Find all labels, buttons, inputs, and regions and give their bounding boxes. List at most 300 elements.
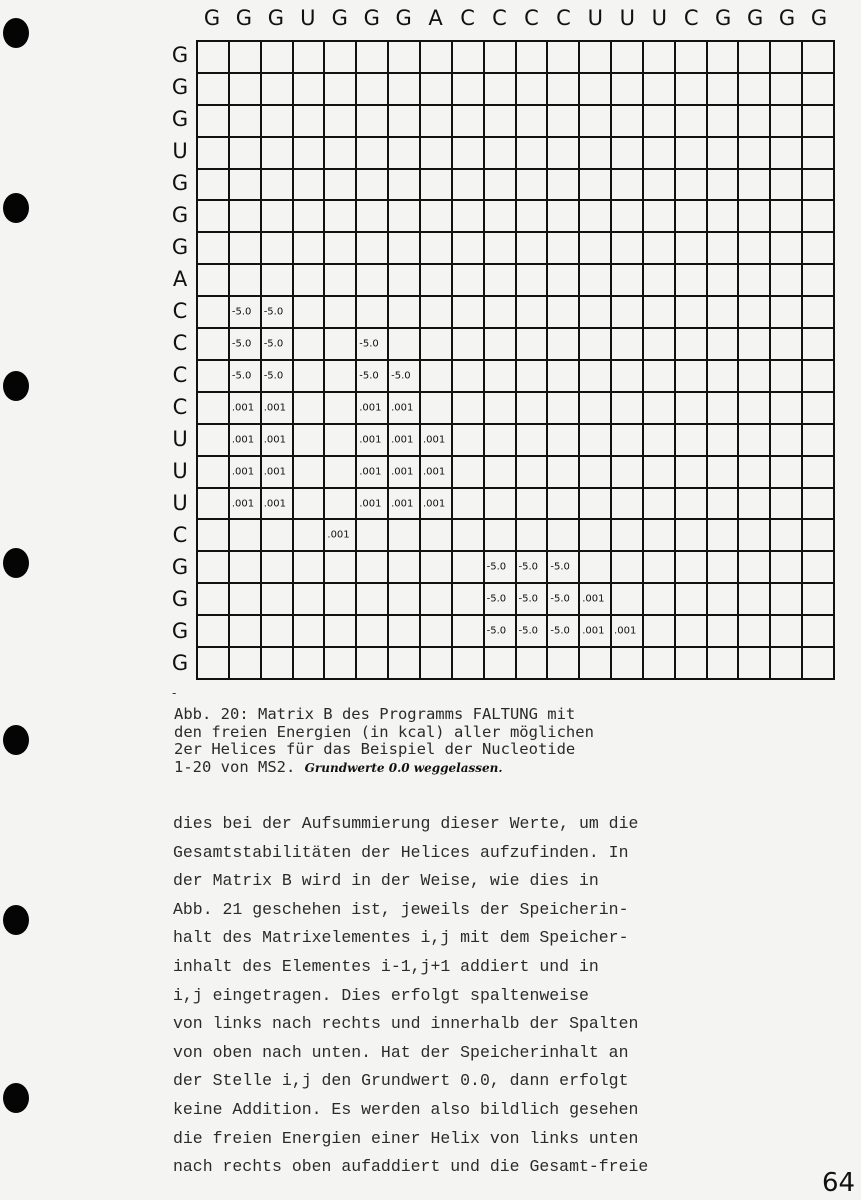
- row-label: G: [171, 619, 189, 643]
- matrix-cell: [421, 170, 453, 202]
- column-label: G: [395, 6, 412, 30]
- matrix-cell: [771, 520, 803, 552]
- matrix-cell: [357, 584, 389, 616]
- matrix-cell: [708, 201, 740, 233]
- matrix-cell: [644, 425, 676, 457]
- matrix-cell: [676, 329, 708, 361]
- matrix-cell: [389, 648, 421, 680]
- matrix-cell: [389, 520, 421, 552]
- matrix-cell: [389, 138, 421, 170]
- cell-value: .001: [359, 402, 382, 414]
- matrix-cell: [644, 489, 676, 521]
- matrix-cell: [580, 457, 612, 489]
- matrix-cell: [453, 489, 485, 521]
- matrix-cell: [612, 520, 644, 552]
- matrix-cell: [294, 552, 326, 584]
- row-label: G: [171, 43, 189, 67]
- matrix-cell: [389, 489, 421, 521]
- matrix-cell: [771, 329, 803, 361]
- body-line: keine Addition. Es werden also bildlich gesehen: [173, 1099, 639, 1119]
- page-number: 64: [822, 1168, 856, 1198]
- matrix-cell: [230, 648, 262, 680]
- row-label: C: [172, 363, 188, 387]
- cell-value: -5.0: [486, 593, 507, 605]
- matrix-cell: [612, 361, 644, 393]
- matrix-cell: [580, 361, 612, 393]
- matrix-cell: [771, 42, 803, 74]
- matrix-cell: [708, 233, 740, 265]
- matrix-cell: [771, 489, 803, 521]
- matrix-cell: [548, 361, 580, 393]
- matrix-cell: [548, 201, 580, 233]
- matrix-cell: [453, 457, 485, 489]
- matrix-cell: [676, 552, 708, 584]
- matrix-cell: [357, 457, 389, 489]
- matrix-cell: [198, 584, 230, 616]
- matrix-cell: [580, 520, 612, 552]
- matrix-cell: [421, 138, 453, 170]
- matrix-cell: [517, 265, 549, 297]
- cell-value: .001: [391, 466, 414, 478]
- matrix-cell: [771, 425, 803, 457]
- matrix-cell: [198, 170, 230, 202]
- matrix-cell: [421, 42, 453, 74]
- matrix-cell: [580, 42, 612, 74]
- matrix-cell: [389, 297, 421, 329]
- matrix-cell: [325, 74, 357, 106]
- matrix-cell: [262, 329, 294, 361]
- matrix-cell: [485, 201, 517, 233]
- matrix-cell: [612, 425, 644, 457]
- matrix-cell: [708, 329, 740, 361]
- cell-value: .001: [391, 498, 414, 510]
- matrix-cell: [676, 201, 708, 233]
- cell-value: .001: [582, 625, 605, 637]
- matrix-cell: [389, 265, 421, 297]
- matrix-cell: [325, 393, 357, 425]
- matrix-cell: [517, 138, 549, 170]
- matrix-cell: [517, 361, 549, 393]
- matrix-cell: [294, 361, 326, 393]
- matrix-cell: [325, 648, 357, 680]
- matrix-cell: [644, 201, 676, 233]
- row-label: G: [171, 587, 189, 611]
- matrix-cell: [548, 393, 580, 425]
- caption-line-text: 1-20 von MS2.: [174, 757, 296, 776]
- matrix-cell: [294, 106, 326, 138]
- matrix-cell: [198, 297, 230, 329]
- matrix-cell: [230, 393, 262, 425]
- matrix-cell: [739, 138, 771, 170]
- matrix-cell: [676, 170, 708, 202]
- matrix-cell: [453, 520, 485, 552]
- matrix-cell: [389, 106, 421, 138]
- matrix-cell: [325, 201, 357, 233]
- matrix-cell: [612, 297, 644, 329]
- matrix-cell: [708, 552, 740, 584]
- cell-value: .001: [359, 466, 382, 478]
- matrix-cell: [644, 616, 676, 648]
- matrix-cell: [517, 648, 549, 680]
- matrix-cell: [644, 233, 676, 265]
- matrix-cell: [580, 297, 612, 329]
- matrix-cell: [325, 584, 357, 616]
- matrix-cell: [739, 520, 771, 552]
- matrix-cell: [676, 361, 708, 393]
- matrix-cell: [357, 106, 389, 138]
- matrix-cell: [612, 74, 644, 106]
- cell-value: .001: [263, 434, 286, 446]
- matrix-cell: [198, 361, 230, 393]
- matrix-cell: [676, 489, 708, 521]
- matrix-cell: [771, 552, 803, 584]
- matrix-cell: [262, 520, 294, 552]
- matrix-cell: [453, 648, 485, 680]
- matrix-cell: [198, 489, 230, 521]
- matrix-cell: [612, 170, 644, 202]
- matrix-cell: [739, 616, 771, 648]
- matrix-cell: [612, 489, 644, 521]
- matrix-cell: [262, 616, 294, 648]
- matrix-cell: [485, 106, 517, 138]
- matrix-cell: [708, 584, 740, 616]
- matrix-cell: [485, 329, 517, 361]
- matrix-cell: [485, 648, 517, 680]
- matrix-cell: [294, 74, 326, 106]
- cell-value: -5.0: [359, 370, 379, 382]
- matrix-cell: [803, 201, 835, 233]
- matrix-cell: [739, 233, 771, 265]
- row-label: C: [172, 331, 188, 355]
- matrix-cell: [262, 74, 294, 106]
- matrix-cell: [548, 552, 580, 584]
- matrix-cell: [803, 489, 835, 521]
- matrix-cell: [357, 648, 389, 680]
- matrix-cell: [644, 297, 676, 329]
- matrix-cell: [739, 393, 771, 425]
- matrix-cell: [421, 489, 453, 521]
- cell-value: -5.0: [486, 561, 507, 573]
- matrix-cell: [325, 106, 357, 138]
- matrix-cell: [325, 489, 357, 521]
- matrix-cell: [262, 42, 294, 74]
- matrix-cell: [644, 361, 676, 393]
- matrix-cell: [612, 106, 644, 138]
- matrix-cell: [676, 584, 708, 616]
- matrix-cell: [357, 329, 389, 361]
- matrix-cell: [485, 584, 517, 616]
- matrix-cell: [771, 265, 803, 297]
- matrix-cell: [548, 265, 580, 297]
- row-label: G: [171, 235, 189, 259]
- matrix-cell: [676, 297, 708, 329]
- matrix-cell: [676, 425, 708, 457]
- matrix-cell: [294, 616, 326, 648]
- cell-value: .001: [359, 498, 382, 510]
- matrix-cell: [676, 74, 708, 106]
- matrix-cell: [644, 584, 676, 616]
- cell-value: .001: [231, 402, 255, 414]
- matrix-cell: [198, 42, 230, 74]
- matrix-cell: [198, 106, 230, 138]
- caption-line: den freien Energien (in kcal) aller möglichen: [174, 722, 594, 741]
- matrix-cell: [771, 106, 803, 138]
- row-label: G: [171, 75, 189, 99]
- matrix-cell: [262, 297, 294, 329]
- matrix-cell: [357, 74, 389, 106]
- matrix-cell: [357, 520, 389, 552]
- matrix-cell: [262, 457, 294, 489]
- matrix-cell: [485, 520, 517, 552]
- matrix-cell: [580, 552, 612, 584]
- matrix-cell: [389, 425, 421, 457]
- matrix-cell: [198, 552, 230, 584]
- matrix-cell: [548, 616, 580, 648]
- matrix-cell: [453, 42, 485, 74]
- matrix-cell: [357, 552, 389, 584]
- column-label: G: [267, 6, 284, 30]
- matrix-cell: [485, 297, 517, 329]
- matrix-cell: [325, 425, 357, 457]
- matrix-cell: [453, 138, 485, 170]
- matrix-cell: [262, 106, 294, 138]
- column-label: U: [651, 6, 667, 30]
- matrix-cell: [612, 584, 644, 616]
- matrix-cell: [644, 265, 676, 297]
- matrix-cell: [517, 106, 549, 138]
- matrix-cell: [580, 648, 612, 680]
- matrix-cell: [739, 201, 771, 233]
- column-label: G: [331, 6, 348, 30]
- matrix-cell: [580, 265, 612, 297]
- matrix-cell: [612, 616, 644, 648]
- row-label: U: [172, 427, 188, 451]
- matrix-cell: [676, 616, 708, 648]
- matrix-cell: [262, 138, 294, 170]
- matrix-cell: [517, 329, 549, 361]
- matrix-cell: [739, 489, 771, 521]
- matrix-cell: [421, 648, 453, 680]
- matrix-cell: [389, 201, 421, 233]
- matrix-cell: [325, 520, 357, 552]
- matrix-cell: [803, 329, 835, 361]
- matrix-cell: [644, 42, 676, 74]
- body-line: i,j eingetragen. Dies erfolgt spaltenweise: [173, 985, 589, 1005]
- matrix-cell: [676, 393, 708, 425]
- matrix-cell: [389, 361, 421, 393]
- matrix-cell: [580, 138, 612, 170]
- matrix-cell: [517, 552, 549, 584]
- matrix-cell: [453, 361, 485, 393]
- matrix-cell: [325, 361, 357, 393]
- matrix-cell: [771, 616, 803, 648]
- matrix-cell: [708, 361, 740, 393]
- matrix-cell: [294, 233, 326, 265]
- matrix-cell: [485, 393, 517, 425]
- matrix-cell: [453, 552, 485, 584]
- row-label: U: [172, 139, 188, 163]
- body-line: dies bei der Aufsummierung dieser Werte, um die: [173, 814, 639, 833]
- matrix-cell: [580, 106, 612, 138]
- matrix-cell: [453, 393, 485, 425]
- matrix-cell: [803, 138, 835, 170]
- matrix-cell: [803, 170, 835, 202]
- matrix-cell: [708, 648, 740, 680]
- matrix-cell: [803, 520, 835, 552]
- matrix-cell: [739, 297, 771, 329]
- matrix-cell: [708, 170, 740, 202]
- matrix-cell: [230, 457, 262, 489]
- matrix-cell: [389, 457, 421, 489]
- matrix-cell: [644, 74, 676, 106]
- cell-value: -5.0: [550, 593, 570, 605]
- matrix-cell: [262, 584, 294, 616]
- matrix-cell: [389, 233, 421, 265]
- matrix-cell: [453, 170, 485, 202]
- matrix-cell: [230, 106, 262, 138]
- binder-hole: [3, 18, 29, 48]
- matrix-cell: [421, 457, 453, 489]
- matrix-cell: [198, 393, 230, 425]
- matrix-cell: [389, 170, 421, 202]
- matrix-cell: [580, 329, 612, 361]
- matrix-cell: [708, 42, 740, 74]
- column-label: U: [300, 6, 316, 30]
- matrix-cell: [230, 361, 262, 393]
- matrix-cell: [517, 457, 549, 489]
- matrix-cell: [803, 42, 835, 74]
- matrix-cell: [389, 329, 421, 361]
- cell-value: .001: [231, 434, 255, 446]
- column-label: C: [492, 6, 507, 30]
- matrix-cell: [421, 265, 453, 297]
- matrix-cell: [294, 648, 326, 680]
- matrix-cell: [739, 74, 771, 106]
- matrix-cell: [230, 265, 262, 297]
- matrix-cell: [580, 233, 612, 265]
- matrix-cell: [612, 201, 644, 233]
- matrix-cell: [421, 616, 453, 648]
- matrix-cell: [548, 648, 580, 680]
- matrix-cell: [294, 425, 326, 457]
- binder-hole: [3, 193, 29, 223]
- matrix-cell: [421, 552, 453, 584]
- matrix-cell: [644, 520, 676, 552]
- matrix-cell: [517, 297, 549, 329]
- matrix-cell: [230, 552, 262, 584]
- matrix-cell: [644, 552, 676, 584]
- matrix-cell: [803, 297, 835, 329]
- matrix-cell: [612, 393, 644, 425]
- matrix-cell: [739, 329, 771, 361]
- matrix-cell: [357, 265, 389, 297]
- matrix-cell: [262, 489, 294, 521]
- matrix-cell: [294, 520, 326, 552]
- matrix-cell: [294, 265, 326, 297]
- matrix-cell: [676, 106, 708, 138]
- matrix-cell: [294, 584, 326, 616]
- column-label: G: [363, 6, 380, 30]
- matrix-cell: [708, 425, 740, 457]
- matrix-cell: [294, 489, 326, 521]
- matrix-cell: [198, 138, 230, 170]
- column-label: G: [778, 6, 796, 30]
- matrix-cell: [389, 584, 421, 616]
- matrix-cell: [230, 201, 262, 233]
- cell-value: -5.0: [263, 338, 284, 350]
- matrix-cell: [230, 425, 262, 457]
- matrix-cell: [230, 297, 262, 329]
- matrix-cell: [262, 170, 294, 202]
- cell-value: .001: [263, 498, 286, 510]
- row-label: C: [172, 395, 188, 419]
- matrix-cell: [548, 425, 580, 457]
- matrix-cell: [517, 520, 549, 552]
- matrix-cell: [771, 457, 803, 489]
- matrix-cell: [708, 138, 740, 170]
- matrix-cell: [548, 106, 580, 138]
- matrix-cell: [517, 74, 549, 106]
- matrix-cell: [644, 106, 676, 138]
- matrix-cell: [325, 138, 357, 170]
- matrix-cell: [230, 520, 262, 552]
- matrix-cell: [771, 201, 803, 233]
- matrix-cell: [612, 648, 644, 680]
- cell-value: .001: [263, 466, 286, 478]
- cell-value: -5.0: [486, 625, 507, 637]
- body-line: nach rechts oben aufaddiert und die Gesamt-freie: [173, 1157, 649, 1177]
- body-line: der Matrix B wird in der Weise, wie dies in: [173, 871, 599, 891]
- body-line: inhalt des Elementes i-1,j+1 addiert und in: [173, 956, 599, 976]
- matrix-cell: [230, 489, 262, 521]
- matrix-cell: [325, 297, 357, 329]
- cell-value: -5.0: [263, 370, 284, 382]
- matrix-cell: [676, 265, 708, 297]
- matrix-cell: [453, 74, 485, 106]
- matrix-cell: [198, 616, 230, 648]
- matrix-cell: [357, 42, 389, 74]
- body-line: halt des Matrixelementes i,j mit dem Speicher-: [173, 928, 629, 948]
- matrix-cell: [421, 361, 453, 393]
- matrix-cell: [771, 584, 803, 616]
- matrix-cell: [708, 297, 740, 329]
- matrix-cell: [644, 329, 676, 361]
- matrix-cell: [676, 233, 708, 265]
- matrix-cell: [230, 138, 262, 170]
- matrix-cell: [580, 74, 612, 106]
- matrix-cell: [771, 648, 803, 680]
- matrix-cell: [325, 42, 357, 74]
- matrix-cell: [771, 297, 803, 329]
- row-label: G: [171, 555, 189, 579]
- matrix-cell: [230, 616, 262, 648]
- matrix-cell: [612, 138, 644, 170]
- matrix-cell: [453, 297, 485, 329]
- cell-value: .001: [231, 466, 255, 478]
- matrix-cell: [198, 201, 230, 233]
- matrix-cell: [676, 138, 708, 170]
- matrix-cell: [548, 138, 580, 170]
- matrix-cell: [517, 425, 549, 457]
- matrix-cell: [294, 138, 326, 170]
- body-line: von links nach rechts und innerhalb der Spalten: [173, 1014, 639, 1034]
- cell-value: -5.0: [550, 561, 570, 573]
- matrix-cell: [803, 616, 835, 648]
- caption-line: 2er Helices für das Beispiel der Nucleotide: [174, 740, 576, 758]
- matrix-cell: [421, 74, 453, 106]
- matrix-cell: [325, 457, 357, 489]
- cell-value: .001: [422, 434, 446, 446]
